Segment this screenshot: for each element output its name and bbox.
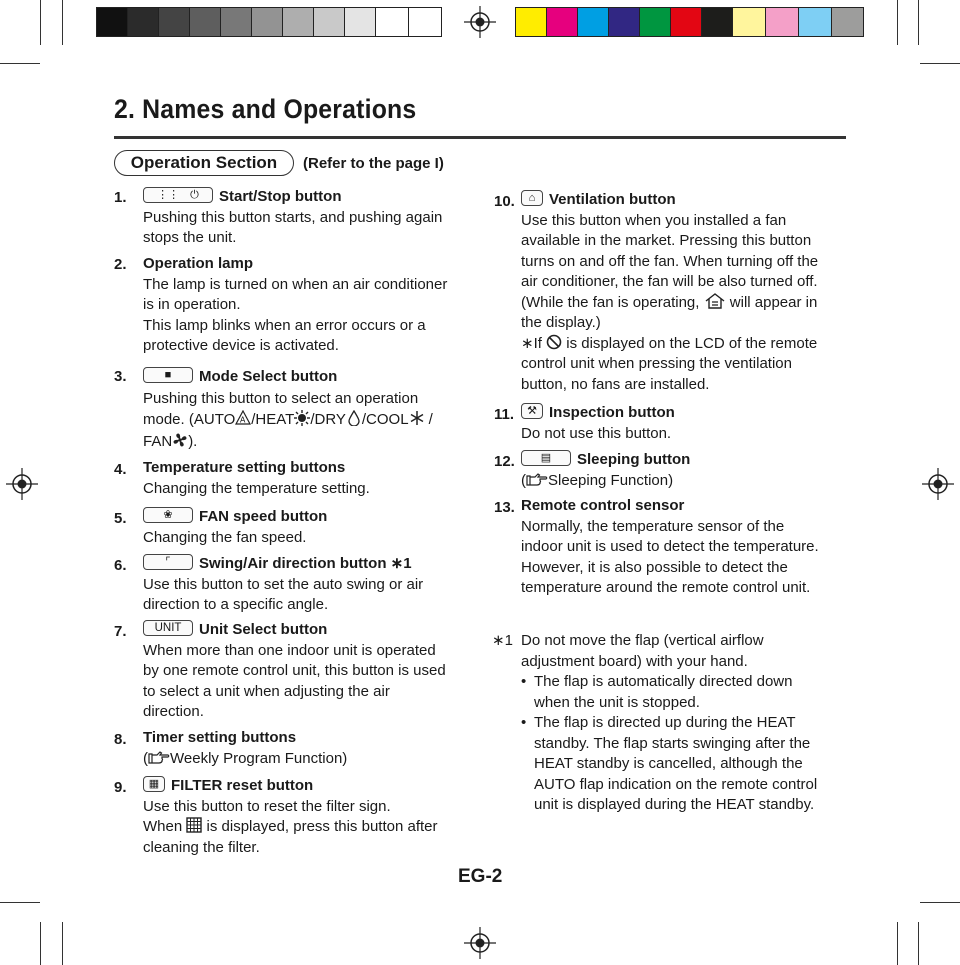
item-text: The lamp is turned on when an air conditioner <box>143 275 448 293</box>
fan-speed-button-icon: ❀ <box>143 507 193 523</box>
item-number: 1. <box>114 189 127 206</box>
item-text: adjustment board) with your hand. <box>521 652 748 670</box>
item-text: when the unit is stopped. <box>534 693 700 711</box>
registration-mark-icon <box>464 927 496 959</box>
item-text: Pushing this button starts, and pushing again <box>143 208 443 226</box>
item-number: 7. <box>114 623 127 640</box>
footnote-mark: ∗1 <box>492 632 513 649</box>
color-swatch <box>577 7 609 37</box>
item-text: Weekly Program Function) <box>170 749 348 767</box>
item-text: Sleeping Function) <box>548 471 674 489</box>
color-swatch <box>831 7 864 37</box>
item-text: Normally, the temperature sensor of the <box>521 517 785 535</box>
filter-sign-icon <box>186 817 202 833</box>
item-text: is displayed, press this button after <box>206 818 438 835</box>
prohibited-icon <box>546 334 562 350</box>
crop-mark <box>897 922 898 965</box>
item-temperature <box>143 458 370 499</box>
gray-swatch <box>251 7 283 37</box>
item-ventilation <box>521 190 818 395</box>
filter-button-icon: ▦ <box>143 776 165 792</box>
item-mode-select <box>143 366 433 452</box>
gray-swatch <box>158 7 190 37</box>
crop-mark <box>918 0 919 45</box>
item-text: will appear in <box>729 293 818 311</box>
item-heading: Swing/Air direction button ∗1 <box>199 555 412 572</box>
gray-swatch <box>127 7 159 37</box>
crop-mark <box>920 63 960 64</box>
item-heading: Start/Stop button <box>219 188 342 205</box>
item-text: ∗If <box>521 334 542 352</box>
fan-mode-icon <box>172 432 188 448</box>
crop-mark <box>0 63 40 64</box>
swing-button-icon: ⌜ <box>143 554 193 570</box>
item-text: direction. <box>143 703 204 720</box>
item-heading: FILTER reset button <box>171 777 314 794</box>
gray-swatch <box>220 7 252 37</box>
item-number: 10. <box>494 193 515 210</box>
item-heading: Remote control sensor <box>521 497 685 514</box>
item-text: Use this button to reset the filter sign. <box>143 797 391 815</box>
item-text: Pushing this button to select an operation <box>143 389 419 407</box>
item-filter-reset <box>143 776 438 858</box>
color-swatch <box>798 7 832 37</box>
item-heading: Timer setting buttons <box>143 729 297 746</box>
item-heading: Unit Select button <box>199 621 328 638</box>
item-text: protective device is activated. <box>143 337 339 354</box>
item-number: 8. <box>114 731 127 748</box>
auto-mode-icon <box>235 410 251 426</box>
item-text: to select a unit when adjusting the air <box>143 682 390 700</box>
page-number: EG-2 <box>458 866 503 887</box>
crop-mark <box>0 902 40 903</box>
item-text: stops the unit. <box>143 229 237 246</box>
item-number: 12. <box>494 453 515 470</box>
color-swatch <box>765 7 799 37</box>
item-timer <box>143 728 347 769</box>
item-number: 3. <box>114 368 127 385</box>
item-text: control unit when pressing the ventilation <box>521 355 792 372</box>
sleeping-button-icon: ▤ <box>521 450 571 466</box>
item-text: ( <box>521 471 526 489</box>
footnote-bullet: • <box>521 673 527 690</box>
item-text: temperature around the remote control unit. <box>521 579 811 596</box>
ventilation-house-icon <box>704 292 726 310</box>
item-swing <box>143 554 423 616</box>
item-text: ( <box>143 749 148 767</box>
inspection-button-icon: ⚒ <box>521 403 543 419</box>
registration-mark-icon <box>464 6 496 38</box>
crop-mark <box>62 922 63 965</box>
color-swatch <box>701 7 733 37</box>
section-reference: (Refer to the page I) <box>303 155 444 172</box>
color-swatch <box>546 7 578 37</box>
item-heading: FAN speed button <box>199 508 328 525</box>
item-text: /HEAT <box>251 411 295 428</box>
gray-swatch <box>282 7 314 37</box>
item-text: AUTO flap indication on the remote control <box>534 775 818 793</box>
item-number: 4. <box>114 461 127 478</box>
item-text: HEAT standby is cancelled, although the <box>534 755 803 772</box>
footnote-bullet-text <box>534 672 792 713</box>
item-heading: Sleeping button <box>577 451 691 468</box>
item-remote-sensor <box>521 496 819 599</box>
item-text: FAN <box>143 432 173 450</box>
item-number: 9. <box>114 779 127 796</box>
item-text: Do not move the flap (vertical airflow <box>521 632 764 649</box>
registration-mark-icon <box>922 468 954 500</box>
item-heading: Temperature setting buttons <box>143 459 346 476</box>
pointing-hand-icon <box>526 471 548 487</box>
item-text: available in the market. Pressing this button <box>521 232 812 249</box>
item-text: This lamp blinks when an error occurs or a <box>143 316 426 334</box>
crop-mark <box>918 922 919 965</box>
item-text: Do not use this button. <box>521 424 672 442</box>
item-text: the display.) <box>521 314 601 331</box>
item-sleeping <box>521 450 690 491</box>
color-swatch <box>732 7 766 37</box>
item-text: standby. The flap starts swinging after the <box>534 734 811 752</box>
footnote-bullet-text <box>534 713 817 816</box>
item-text: is in operation. <box>143 296 241 313</box>
color-swatch <box>515 7 547 37</box>
svg-text:A: A <box>240 415 246 425</box>
item-text: ). <box>188 432 198 450</box>
item-text: /COOL <box>361 411 409 428</box>
item-heading: Mode Select button <box>199 368 338 385</box>
mode-button-icon: ■ <box>143 367 193 383</box>
start-stop-button-icon: ⋮⋮ ⏻ <box>143 187 213 203</box>
dry-mode-icon <box>346 410 362 426</box>
footnote-bullet: • <box>521 714 527 731</box>
item-text: cleaning the filter. <box>143 838 260 856</box>
item-text: button, no fans are installed. <box>521 375 710 393</box>
crop-mark <box>40 922 41 965</box>
item-number: 13. <box>494 499 515 516</box>
item-number: 5. <box>114 510 127 527</box>
item-text: The flap is automatically directed down <box>534 673 793 690</box>
item-heading: Inspection button <box>549 404 675 421</box>
item-text: is displayed on the LCD of the remote <box>566 334 818 352</box>
item-text: by one remote control unit, this button is used <box>143 662 446 679</box>
item-heading: Ventilation button <box>549 191 676 208</box>
item-text: indoor unit is used to detect the temperature. <box>521 538 819 555</box>
item-heading: Operation lamp <box>143 255 254 272</box>
color-swatch <box>639 7 671 37</box>
item-start-stop <box>143 187 442 249</box>
item-text: Changing the fan speed. <box>143 528 307 546</box>
gray-swatch <box>189 7 221 37</box>
gray-swatch <box>408 7 442 37</box>
item-text: When more than one indoor unit is operated <box>143 641 436 659</box>
item-unit-select <box>143 620 446 723</box>
crop-mark <box>40 0 41 45</box>
item-text: Use this button to set the auto swing or air <box>143 575 424 593</box>
item-text: When <box>143 818 183 835</box>
page-title: 2. Names and Operations <box>114 94 417 124</box>
gray-swatch <box>344 7 376 37</box>
gray-swatch <box>96 7 128 37</box>
section-label: Operation Section <box>114 150 294 176</box>
unit-button-icon: UNIT <box>143 620 193 636</box>
item-text: However, it is also possible to detect the <box>521 558 788 576</box>
crop-mark <box>897 0 898 45</box>
item-operation-lamp <box>143 254 447 357</box>
color-swatch <box>670 7 702 37</box>
item-text: unit is displayed during the HEAT standby. <box>534 796 815 813</box>
item-text: Changing the temperature setting. <box>143 479 370 497</box>
color-swatch <box>608 7 640 37</box>
pointing-hand-icon <box>148 749 170 765</box>
gray-swatch <box>375 7 409 37</box>
item-text: The flap is directed up during the HEAT <box>534 714 796 731</box>
item-text: turns on and off the fan. When turning off the <box>521 252 819 270</box>
crop-mark <box>920 902 960 903</box>
item-text: mode. (AUTO <box>143 411 236 428</box>
heat-mode-icon <box>294 410 310 426</box>
gray-swatch <box>313 7 345 37</box>
item-text: air conditioner, the fan will be also turned off. <box>521 273 818 290</box>
title-rule <box>114 136 846 139</box>
crop-mark <box>62 0 63 45</box>
item-text: (While the fan is operating, <box>521 293 700 311</box>
cool-mode-icon <box>409 410 425 426</box>
item-number: 6. <box>114 557 127 574</box>
ventilation-button-icon: ⌂ <box>521 190 543 206</box>
item-text: /DRY <box>310 411 346 428</box>
item-number: 2. <box>114 256 127 273</box>
item-fan-speed <box>143 507 327 548</box>
item-number: 11. <box>494 406 515 423</box>
item-text: Use this button when you installed a fan <box>521 211 787 229</box>
item-text: / <box>428 411 433 428</box>
item-text: direction to a specific angle. <box>143 596 329 613</box>
registration-mark-icon <box>6 468 38 500</box>
footnote <box>521 631 764 672</box>
item-inspection <box>521 403 675 444</box>
